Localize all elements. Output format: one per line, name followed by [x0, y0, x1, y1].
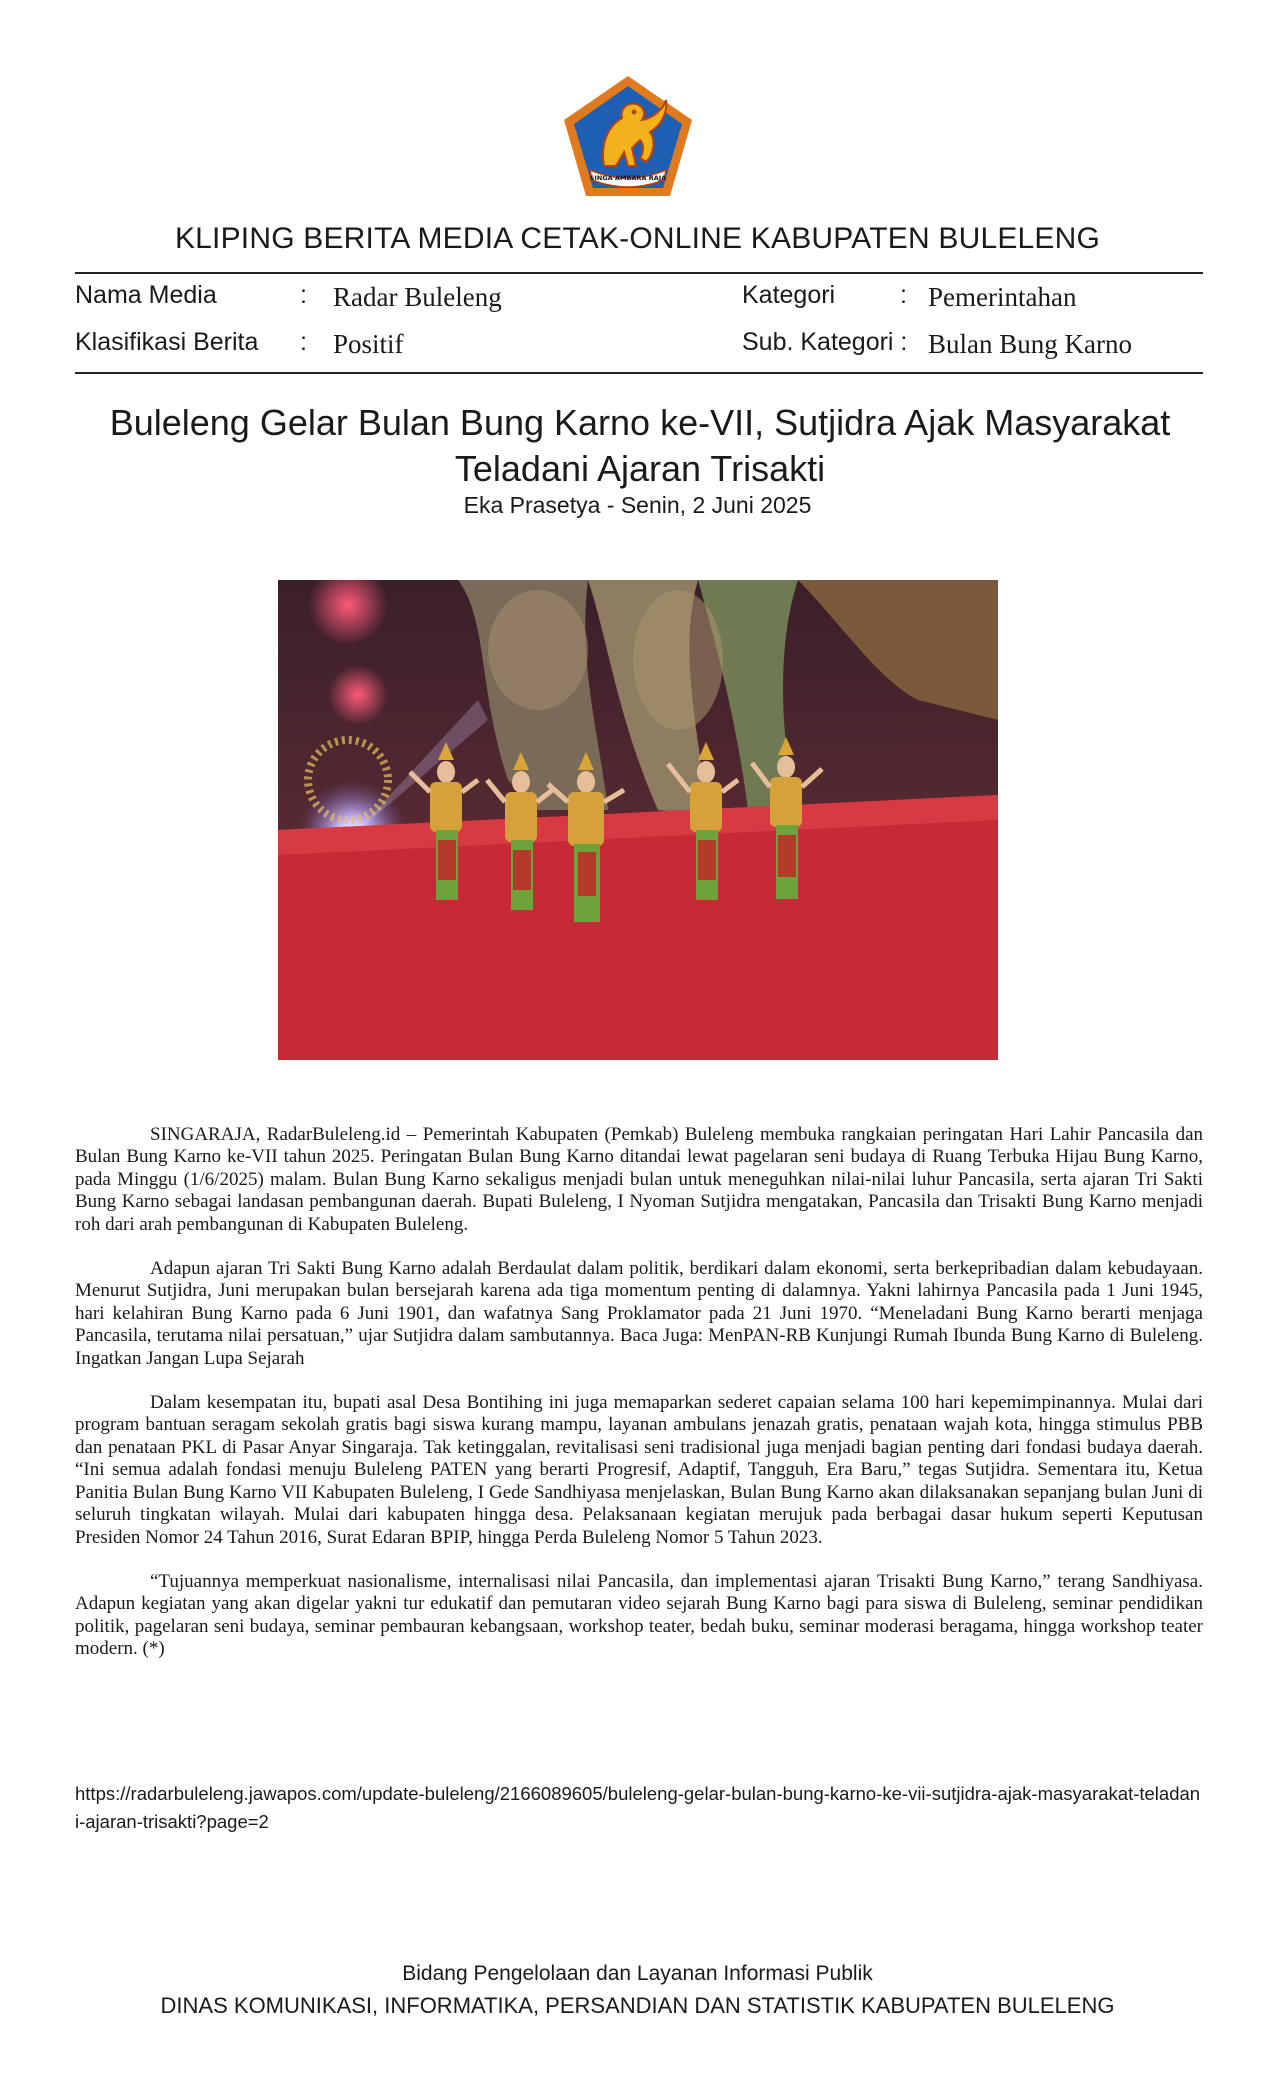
headline-line-1: Buleleng Gelar Bulan Bung Karno ke-VII, Sutjidra Ajak Masyarakat	[109, 402, 1171, 443]
nama-media-colon: :	[300, 281, 307, 309]
kategori-colon: :	[900, 281, 907, 309]
headline-line-2: Teladani Ajaran Trisakti	[454, 448, 826, 489]
article-headline	[90, 400, 1190, 492]
article-byline: Eka Prasetya - Senin, 2 Juni 2025	[463, 492, 812, 518]
kategori-label: Kategori	[742, 281, 836, 309]
lion-emblem-icon	[560, 74, 696, 200]
nama-media-value: Radar Buleleng	[333, 282, 502, 312]
nama-media-label: Nama Media	[75, 281, 217, 309]
klasifikasi-colon: :	[300, 328, 307, 356]
klasifikasi-berita-value: Positif	[333, 329, 404, 359]
buleleng-regency-logo	[560, 74, 696, 200]
article-paragraph: Adapun ajaran Tri Sakti Bung Karno adalah Berdaulat dalam politik, berdikari dalam ekonomi, serta berkepribadian dalam kebudayaan. Menurut Sutjidra, Juni merupakan bulan bersejarah karena ada tiga momentum penting di dalamnya. Yakni lahirnya Pancasila pada 1 Juni 1945, hari kelahiran Bung Karno pada 6 Juni 1901, dan wafatnya Sang Proklamator pada 21 Juni 1970. “Meneladani Bung Karno berarti menjaga Pancasila, terutama nilai persatuan,” ujar Sutjidra dalam sambutannya. Baca Juga: MenPAN-RB Kunjungi Rumah Ibunda Bung Karno di Buleleng. Ingatkan Jangan Lupa Sejarah	[75, 1258, 1203, 1369]
article-paragraph: “Tujuannya memperkuat nasionalisme, internalisasi nilai Pancasila, dan implementasi ajaran Trisakti Bung Karno,” terang Sandhiyasa. Adapun kegiatan yang akan digelar yakni tur edukatif dan pemutaran video sejarah Bung Karno bagi para siswa di Buleleng, seminar pendidikan politik, pagelaran seni budaya, seminar pembauran kebangsaan, workshop teater, bedah buku, seminar moderasi beragama, hingga workshop teater modern. (*)	[75, 1570, 1203, 1660]
article-paragraph: Dalam kesempatan itu, bupati asal Desa Bontihing ini juga memaparkan sederet capaian selama 100 hari kepemimpinannya. Mulai dari program bantuan seragam sekolah gratis bagi siswa kurang mampu, layanan ambulans jenazah gratis, penataan wajah kota, hingga stimulus PBB dan penataan PKL di Pasar Anyar Singaraja. Tak ketinggalan, revitalisasi seni tradisional juga menjadi bagian penting dari fondasi budaya daerah. “Ini semua adalah fondasi menuju Buleleng PATEN yang berarti Progresif, Adaptif, Tangguh, Era Baru,” tegas Sutjidra. Sementara itu, Ketua Panitia Bulan Bung Karno VII Kabupaten Buleleng, I Gede Sandhiyasa menjelaskan, Bulan Bung Karno akan dilaksanakan sepanjang bulan Juni di seluruh tingkatan wilayah. Mulai dari kabupaten hingga desa. Pelaksanaan kegiatan merujuk pada berbagai dasar hukum seperti Keputusan Presiden Nomor 24 Tahun 2016, Surat Edaran BPIP, hingga Perda Buleleng Nomor 5 Tahun 2023.	[75, 1392, 1203, 1548]
sub-kategori-value: Bulan Bung Karno	[928, 329, 1132, 359]
logo-motto: SINGA AMBARA RAJA	[589, 174, 667, 182]
clipping-header-title: KLIPING BERITA MEDIA CETAK-ONLINE KABUPATEN BULELENG	[174, 222, 1101, 255]
sub-kategori-label: Sub. Kategori :	[742, 328, 908, 356]
footer-agency: DINAS KOMUNIKASI, INFORMATIKA, PERSANDIAN DAN STATISTIK KABUPATEN BULELENG	[160, 1993, 1115, 2018]
article-body	[75, 1124, 1203, 1683]
footer-department: Bidang Pengelolaan dan Layanan Informasi Publik	[402, 1962, 873, 1985]
article-paragraph: SINGARAJA, RadarBuleleng.id – Pemerintah Kabupaten (Pemkab) Buleleng membuka rangkaian peringatan Hari Lahir Pancasila dan Bulan Bung Karno ke-VII tahun 2025. Peringatan Bulan Bung Karno ditandai lewat pagelaran seni budaya di Ruang Terbuka Hijau Bung Karno, pada Minggu (1/6/2025) malam. Bulan Bung Karno sekaligus menjadi bulan untuk meneguhkan nilai-nilai luhur Pancasila, serta ajaran Tri Sakti Bung Karno sebagai landasan pembangunan daerah. Bupati Buleleng, I Nyoman Sutjidra mengatakan, Pancasila dan Trisakti Bung Karno menjadi roh dari arah pembangunan di Kabupaten Buleleng.	[75, 1124, 1203, 1235]
klasifikasi-berita-label: Klasifikasi Berita	[75, 328, 259, 356]
header-top-divider	[75, 272, 1203, 274]
source-url[interactable]: https://radarbuleleng.jawapos.com/update-buleleng/2166089605/buleleng-gelar-bulan-bung-karno-ke-vii-sutjidra-ajak-masyarakat-teladani-ajaran-trisakti?page=2	[75, 1783, 1201, 1832]
article-photo-dancers	[278, 580, 998, 1060]
kategori-value: Pemerintahan	[928, 282, 1077, 312]
header-bottom-divider	[75, 372, 1203, 374]
